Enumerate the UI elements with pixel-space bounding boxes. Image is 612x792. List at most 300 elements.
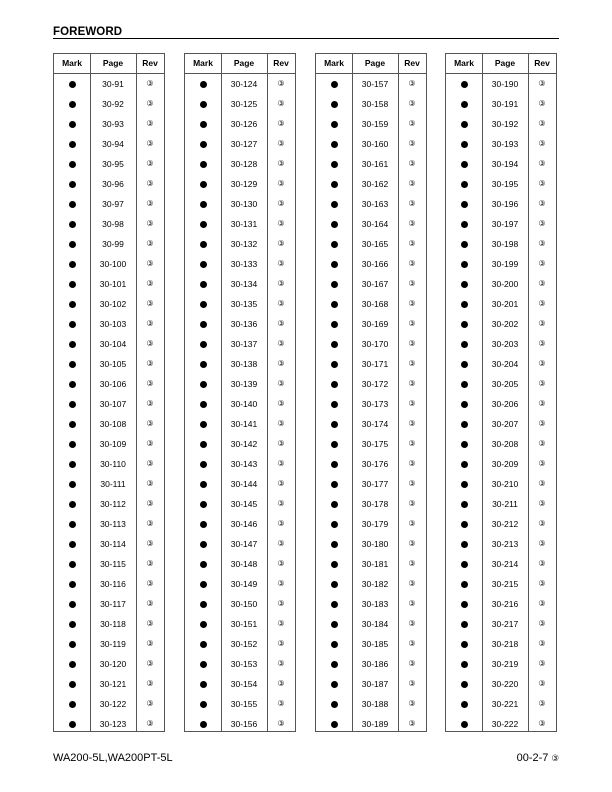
mark-cell: [446, 514, 482, 534]
mark-cell: [54, 634, 90, 654]
mark-cell: [185, 334, 221, 354]
mark-cell: [446, 494, 482, 514]
mark-bullet-icon: [200, 261, 207, 268]
table-row: [185, 114, 295, 134]
page-cell: 30-211: [492, 499, 518, 509]
table-row: [185, 154, 295, 174]
page-cell: 30-162: [361, 179, 389, 189]
rev-cell: ③: [538, 159, 546, 168]
table-body: [54, 74, 164, 734]
page-cell: 30-121: [99, 679, 127, 689]
mark-cell: [54, 674, 90, 694]
mark-bullet-icon: [200, 721, 207, 728]
rev-cell: ③: [146, 179, 154, 188]
table-row: [446, 634, 556, 654]
page-cell: 30-169: [361, 319, 389, 329]
page-cell: 30-150: [230, 599, 258, 609]
rev-cell: ③: [538, 619, 546, 628]
mark-cell: [316, 274, 352, 294]
rev-cell: ③: [538, 519, 546, 528]
rev-cell: ③: [408, 519, 416, 528]
page-cell: 30-196: [491, 199, 519, 209]
table-row: [54, 414, 164, 434]
mark-cell: [316, 314, 352, 334]
rev-cell: ③: [146, 639, 154, 648]
mark-bullet-icon: [461, 401, 468, 408]
mark-bullet-icon: [331, 181, 338, 188]
header-rev: Rev: [273, 58, 289, 68]
table-row: [446, 614, 556, 634]
mark-cell: [446, 414, 482, 434]
mark-cell: [446, 394, 482, 414]
page-cell: 30-104: [99, 339, 127, 349]
page-cell: 30-92: [102, 99, 124, 109]
page-cell: 30-103: [99, 319, 127, 329]
page-number-footer: [517, 752, 559, 764]
header-mark: Mark: [62, 58, 82, 68]
header-page: Page: [233, 58, 255, 68]
table-row: [316, 694, 426, 714]
rev-cell: ③: [277, 679, 285, 688]
mark-cell: [446, 434, 482, 454]
page-cell: 30-208: [491, 439, 519, 449]
page-cell: 30-197: [491, 219, 519, 229]
page-cell: 30-152: [230, 639, 258, 649]
rev-cell: ③: [146, 359, 154, 368]
page-cell: 30-213: [491, 539, 519, 549]
mark-bullet-icon: [200, 481, 207, 488]
mark-cell: [446, 234, 482, 254]
rev-cell: ③: [146, 439, 154, 448]
mark-bullet-icon: [69, 101, 76, 108]
page-cell: 30-180: [361, 539, 389, 549]
table-row: [316, 654, 426, 674]
header-rev: Rev: [534, 58, 550, 68]
rev-cell: ③: [538, 719, 546, 728]
rev-cell: ③: [408, 599, 416, 608]
page-cell: 30-170: [361, 339, 389, 349]
table-row: [54, 494, 164, 514]
page-cell: 30-175: [361, 439, 389, 449]
mark-bullet-icon: [331, 341, 338, 348]
table-row: [446, 474, 556, 494]
page-cell: 30-189: [361, 719, 389, 729]
mark-cell: [54, 214, 90, 234]
rev-cell: ③: [146, 279, 154, 288]
rev-cell: ③: [146, 599, 154, 608]
mark-cell: [54, 654, 90, 674]
page-cell: 30-116: [100, 579, 126, 589]
mark-cell: [446, 214, 482, 234]
page-cell: 30-188: [361, 699, 389, 709]
page-cell: 30-181: [361, 559, 389, 569]
mark-cell: [54, 254, 90, 274]
mark-cell: [446, 334, 482, 354]
page-cell: 30-158: [361, 99, 389, 109]
table-row: [446, 74, 556, 94]
table-row: [316, 74, 426, 94]
rev-cell: ③: [408, 119, 416, 128]
mark-cell: [54, 194, 90, 214]
mark-cell: [54, 534, 90, 554]
mark-bullet-icon: [69, 661, 76, 668]
page-cell: 30-134: [230, 279, 258, 289]
table-header: [54, 54, 164, 74]
mark-bullet-icon: [69, 341, 76, 348]
page-cell: 30-153: [230, 659, 258, 669]
mark-cell: [446, 274, 482, 294]
mark-bullet-icon: [331, 441, 338, 448]
table-row: [316, 194, 426, 214]
page-cell: 30-125: [230, 99, 258, 109]
table-row: [446, 674, 556, 694]
table-row: [54, 454, 164, 474]
mark-cell: [54, 174, 90, 194]
mark-cell: [185, 134, 221, 154]
table-row: [54, 554, 164, 574]
mark-cell: [446, 594, 482, 614]
rev-cell: ③: [538, 439, 546, 448]
table-row: [185, 474, 295, 494]
table-header: [316, 54, 426, 74]
header-mark: Mark: [454, 58, 474, 68]
table-row: [316, 374, 426, 394]
rev-cell: ③: [277, 99, 285, 108]
page-cell: 30-115: [100, 559, 126, 569]
mark-bullet-icon: [200, 241, 207, 248]
mark-cell: [54, 574, 90, 594]
rev-cell: ③: [538, 339, 546, 348]
page-cell: 30-128: [230, 159, 258, 169]
table-row: [185, 94, 295, 114]
rev-cell: ③: [538, 399, 546, 408]
table-row: [54, 314, 164, 334]
rev-cell: ③: [277, 699, 285, 708]
page-cell: 30-133: [230, 259, 258, 269]
mark-cell: [316, 194, 352, 214]
mark-cell: [185, 554, 221, 574]
rev-cell: ③: [408, 159, 416, 168]
table-row: [316, 274, 426, 294]
mark-cell: [54, 554, 90, 574]
table-header: [446, 54, 556, 74]
rev-cell: ③: [538, 699, 546, 708]
page-cell: 30-182: [361, 579, 389, 589]
mark-bullet-icon: [69, 141, 76, 148]
mark-cell: [185, 574, 221, 594]
mark-bullet-icon: [461, 281, 468, 288]
page-cell: 30-200: [491, 279, 519, 289]
mark-bullet-icon: [331, 121, 338, 128]
page-cell: 30-136: [230, 319, 258, 329]
page-cell: 30-167: [361, 279, 389, 289]
rev-cell: ③: [538, 119, 546, 128]
mark-cell: [185, 154, 221, 174]
mark-cell: [54, 74, 90, 94]
mark-bullet-icon: [331, 481, 338, 488]
mark-cell: [54, 274, 90, 294]
mark-cell: [316, 594, 352, 614]
mark-bullet-icon: [461, 501, 468, 508]
header-mark: Mark: [324, 58, 344, 68]
page-cell: 30-97: [102, 199, 124, 209]
mark-cell: [54, 314, 90, 334]
table-row: [316, 234, 426, 254]
table-row: [316, 714, 426, 734]
mark-cell: [54, 114, 90, 134]
mark-cell: [185, 314, 221, 334]
mark-bullet-icon: [69, 521, 76, 528]
mark-cell: [54, 454, 90, 474]
mark-cell: [54, 294, 90, 314]
mark-bullet-icon: [69, 501, 76, 508]
mark-bullet-icon: [331, 241, 338, 248]
mark-cell: [316, 474, 352, 494]
mark-bullet-icon: [461, 161, 468, 168]
table-row: [316, 434, 426, 454]
mark-cell: [446, 134, 482, 154]
title-underline: [53, 38, 559, 39]
rev-cell: ③: [408, 399, 416, 408]
mark-bullet-icon: [200, 201, 207, 208]
page-cell: 30-131: [230, 219, 258, 229]
mark-cell: [316, 634, 352, 654]
page-cell: 30-186: [361, 659, 389, 669]
table-row: [185, 354, 295, 374]
mark-cell: [185, 214, 221, 234]
table-body: [316, 74, 426, 734]
mark-cell: [316, 134, 352, 154]
mark-bullet-icon: [200, 381, 207, 388]
table-row: [185, 194, 295, 214]
rev-cell: ③: [146, 539, 154, 548]
mark-cell: [446, 614, 482, 634]
rev-cell: ③: [538, 679, 546, 688]
table-row: [185, 74, 295, 94]
page-cell: 30-137: [230, 339, 258, 349]
header-mark: Mark: [193, 58, 213, 68]
rev-cell: ③: [538, 139, 546, 148]
mark-bullet-icon: [331, 461, 338, 468]
table-row: [54, 214, 164, 234]
mark-cell: [316, 534, 352, 554]
table-row: [185, 394, 295, 414]
mark-cell: [446, 314, 482, 334]
table-row: [54, 394, 164, 414]
mark-bullet-icon: [200, 141, 207, 148]
rev-cell: ③: [277, 199, 285, 208]
mark-bullet-icon: [69, 321, 76, 328]
page-cell: 30-140: [230, 399, 258, 409]
mark-bullet-icon: [331, 561, 338, 568]
rev-cell: ③: [538, 599, 546, 608]
mark-cell: [185, 594, 221, 614]
page-cell: 30-107: [99, 399, 127, 409]
mark-bullet-icon: [331, 221, 338, 228]
mark-bullet-icon: [200, 361, 207, 368]
rev-cell: ③: [146, 119, 154, 128]
page-cell: 30-171: [361, 359, 389, 369]
page-cell: 30-111: [100, 479, 126, 489]
mark-cell: [185, 494, 221, 514]
mark-cell: [54, 694, 90, 714]
table-row: [316, 294, 426, 314]
table-row: [185, 434, 295, 454]
page-cell: 30-201: [491, 299, 519, 309]
rev-cell: ③: [146, 419, 154, 428]
page-cell: 30-156: [230, 719, 258, 729]
rev-cell: ③: [277, 559, 285, 568]
table-row: [446, 594, 556, 614]
mark-bullet-icon: [200, 281, 207, 288]
mark-bullet-icon: [200, 461, 207, 468]
mark-cell: [446, 94, 482, 114]
mark-cell: [316, 74, 352, 94]
page-cell: 30-135: [230, 299, 258, 309]
mark-cell: [185, 354, 221, 374]
rev-cell: ③: [408, 479, 416, 488]
page-cell: 30-190: [491, 79, 519, 89]
mark-cell: [446, 154, 482, 174]
table-row: [54, 614, 164, 634]
table-row: [185, 134, 295, 154]
mark-bullet-icon: [331, 261, 338, 268]
rev-cell: ③: [408, 619, 416, 628]
mark-cell: [446, 374, 482, 394]
table-row: [185, 514, 295, 534]
mark-bullet-icon: [69, 641, 76, 648]
table-row: [54, 354, 164, 374]
page-cell: 30-147: [230, 539, 258, 549]
page-cell: 30-206: [491, 399, 519, 409]
table-row: [316, 574, 426, 594]
mark-bullet-icon: [69, 281, 76, 288]
rev-cell: ③: [277, 439, 285, 448]
table-row: [446, 694, 556, 714]
rev-cell: ③: [408, 259, 416, 268]
mark-cell: [54, 594, 90, 614]
mark-cell: [446, 534, 482, 554]
rev-cell: ③: [538, 299, 546, 308]
page-cell: 30-219: [491, 659, 519, 669]
table-row: [185, 374, 295, 394]
mark-cell: [316, 454, 352, 474]
mark-bullet-icon: [69, 561, 76, 568]
rev-cell: ③: [538, 539, 546, 548]
page-cell: 30-139: [230, 379, 258, 389]
mark-bullet-icon: [331, 301, 338, 308]
table-row: [54, 574, 164, 594]
rev-cell: ③: [277, 599, 285, 608]
mark-bullet-icon: [461, 301, 468, 308]
mark-bullet-icon: [461, 721, 468, 728]
mark-bullet-icon: [461, 81, 468, 88]
table-row: [316, 134, 426, 154]
table-row: [185, 174, 295, 194]
page-cell: 30-164: [361, 219, 389, 229]
page-list-table-4: [445, 53, 557, 732]
mark-cell: [54, 434, 90, 454]
table-row: [446, 274, 556, 294]
rev-cell: ③: [146, 679, 154, 688]
mark-cell: [316, 114, 352, 134]
rev-cell: ③: [277, 619, 285, 628]
mark-bullet-icon: [69, 121, 76, 128]
table-row: [446, 454, 556, 474]
table-row: [446, 354, 556, 374]
mark-bullet-icon: [69, 241, 76, 248]
table-row: [446, 234, 556, 254]
rev-cell: ③: [277, 479, 285, 488]
table-row: [316, 514, 426, 534]
rev-cell: ③: [538, 639, 546, 648]
mark-cell: [446, 694, 482, 714]
mark-cell: [316, 514, 352, 534]
table-row: [54, 374, 164, 394]
mark-bullet-icon: [200, 501, 207, 508]
table-row: [185, 274, 295, 294]
page-cell: 30-214: [491, 559, 519, 569]
table-row: [54, 674, 164, 694]
table-row: [446, 414, 556, 434]
page-cell: 30-106: [99, 379, 127, 389]
rev-cell: ③: [146, 339, 154, 348]
mark-bullet-icon: [331, 501, 338, 508]
mark-cell: [316, 234, 352, 254]
rev-cell: ③: [538, 479, 546, 488]
mark-bullet-icon: [200, 441, 207, 448]
mark-cell: [54, 494, 90, 514]
page-cell: 30-221: [491, 699, 519, 709]
mark-cell: [54, 234, 90, 254]
mark-cell: [185, 114, 221, 134]
mark-bullet-icon: [200, 521, 207, 528]
mark-cell: [185, 414, 221, 434]
page-cell: 30-91: [102, 79, 124, 89]
mark-cell: [54, 334, 90, 354]
rev-cell: ③: [408, 419, 416, 428]
mark-cell: [446, 254, 482, 274]
mark-bullet-icon: [200, 121, 207, 128]
mark-bullet-icon: [69, 581, 76, 588]
rev-cell: ③: [277, 259, 285, 268]
page-cell: 30-122: [99, 699, 127, 709]
rev-cell: ③: [538, 459, 546, 468]
mark-bullet-icon: [69, 461, 76, 468]
mark-bullet-icon: [200, 701, 207, 708]
rev-cell: ③: [408, 539, 416, 548]
page-cell: 30-100: [99, 259, 127, 269]
mark-cell: [316, 94, 352, 114]
mark-bullet-icon: [200, 421, 207, 428]
mark-cell: [316, 674, 352, 694]
page-cell: 30-205: [491, 379, 519, 389]
mark-bullet-icon: [69, 421, 76, 428]
page-cell: 30-98: [102, 219, 124, 229]
table-row: [185, 254, 295, 274]
rev-cell: ③: [408, 299, 416, 308]
mark-bullet-icon: [69, 161, 76, 168]
rev-cell: ③: [146, 699, 154, 708]
mark-cell: [316, 434, 352, 454]
table-row: [54, 254, 164, 274]
mark-bullet-icon: [461, 121, 468, 128]
mark-bullet-icon: [69, 681, 76, 688]
mark-bullet-icon: [461, 141, 468, 148]
mark-cell: [446, 654, 482, 674]
table-row: [446, 394, 556, 414]
rev-cell: ③: [277, 239, 285, 248]
